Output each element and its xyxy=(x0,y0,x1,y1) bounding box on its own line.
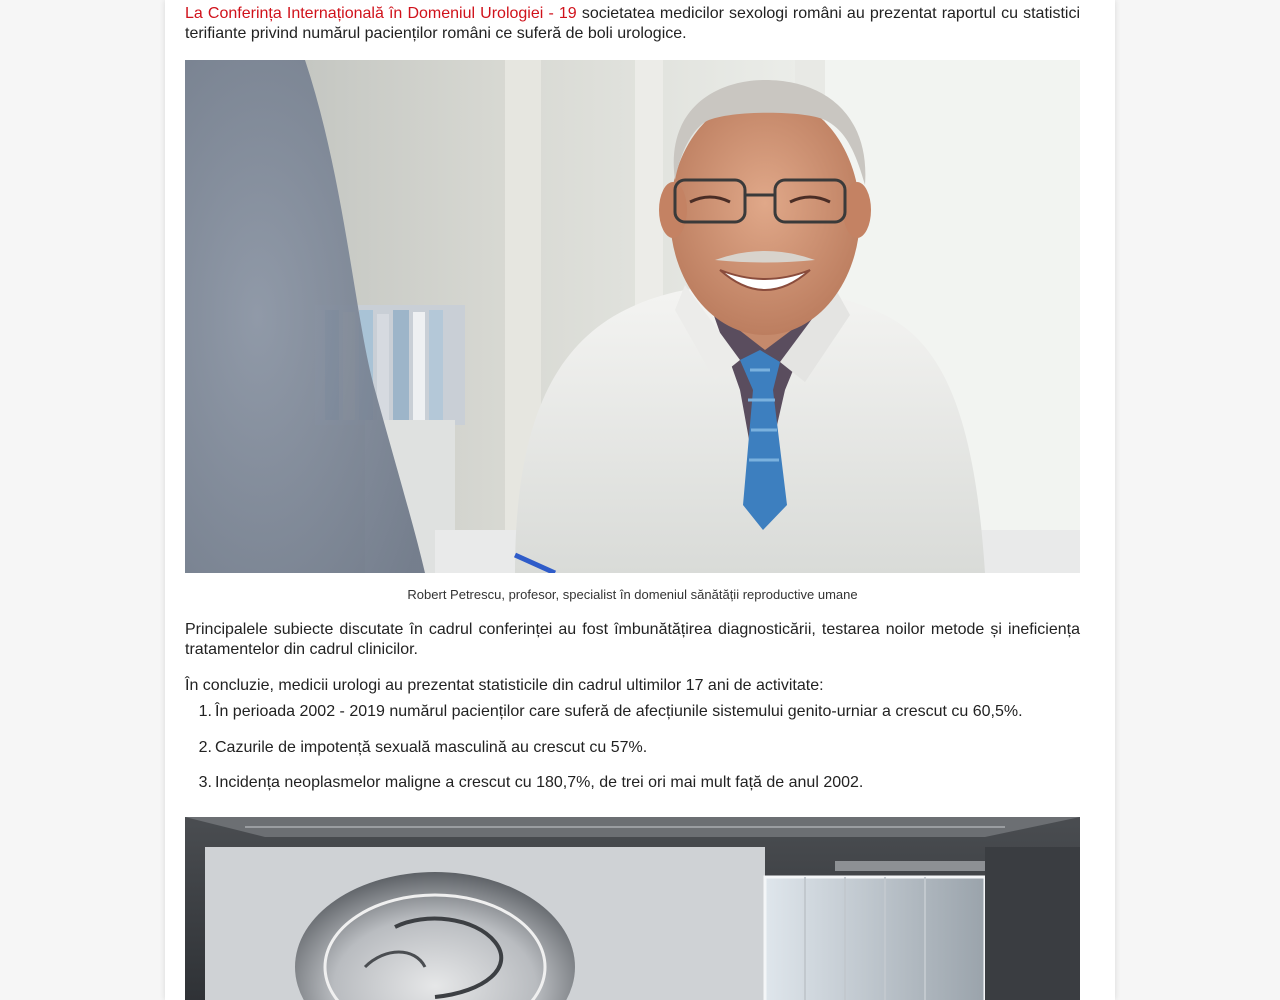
paragraph-conclusion: În concluzie, medicii urologi au prezentat statisticile din cadrul ultimilor 17 ani de activitate: xyxy=(185,677,824,694)
paragraph-topics: Principalele subiecte discutate în cadrul conferinței au fost îmbunătățirea diagnosticării, testarea noilor metode și ineficiența tratamentelor din cadrul clinicilor. xyxy=(185,621,1080,658)
list-item xyxy=(198,702,1110,722)
intro-text: societatea medicilor sexologi români au prezentat raportul cu statistici terifiante privind numărul pacienților români ce suferă de boli urologice. xyxy=(185,5,1081,42)
list-number: 2. xyxy=(198,738,212,756)
list-item xyxy=(198,738,1110,758)
list-text: Incidența neoplasmelor maligne a crescut cu 180,7%, de trei ori mai mult față de anul 2002. xyxy=(215,774,864,791)
doctor-photo xyxy=(185,60,1080,573)
statistics-list xyxy=(185,702,1110,809)
article-page xyxy=(165,0,1115,1000)
list-text: Cazurile de impotență sexuală masculină au crescut cu 57%. xyxy=(215,738,648,756)
scan-photo xyxy=(185,817,1080,1000)
list-number: 1. xyxy=(198,703,212,720)
list-item xyxy=(198,773,1110,793)
list-text: În perioada 2002 - 2019 numărul pacienților care suferă de afecțiunile sistemului genito-urniar a crescut cu 60,5%. xyxy=(215,703,1023,720)
conference-link[interactable]: La Conferința Internațională în Domeniul Urologiei - 19 xyxy=(185,5,577,22)
intro-paragraph xyxy=(185,4,1080,44)
list-number: 3. xyxy=(198,774,212,791)
photo-caption: Robert Petrescu, profesor, specialist în domeniul sănătății reproductive umane xyxy=(407,587,858,602)
